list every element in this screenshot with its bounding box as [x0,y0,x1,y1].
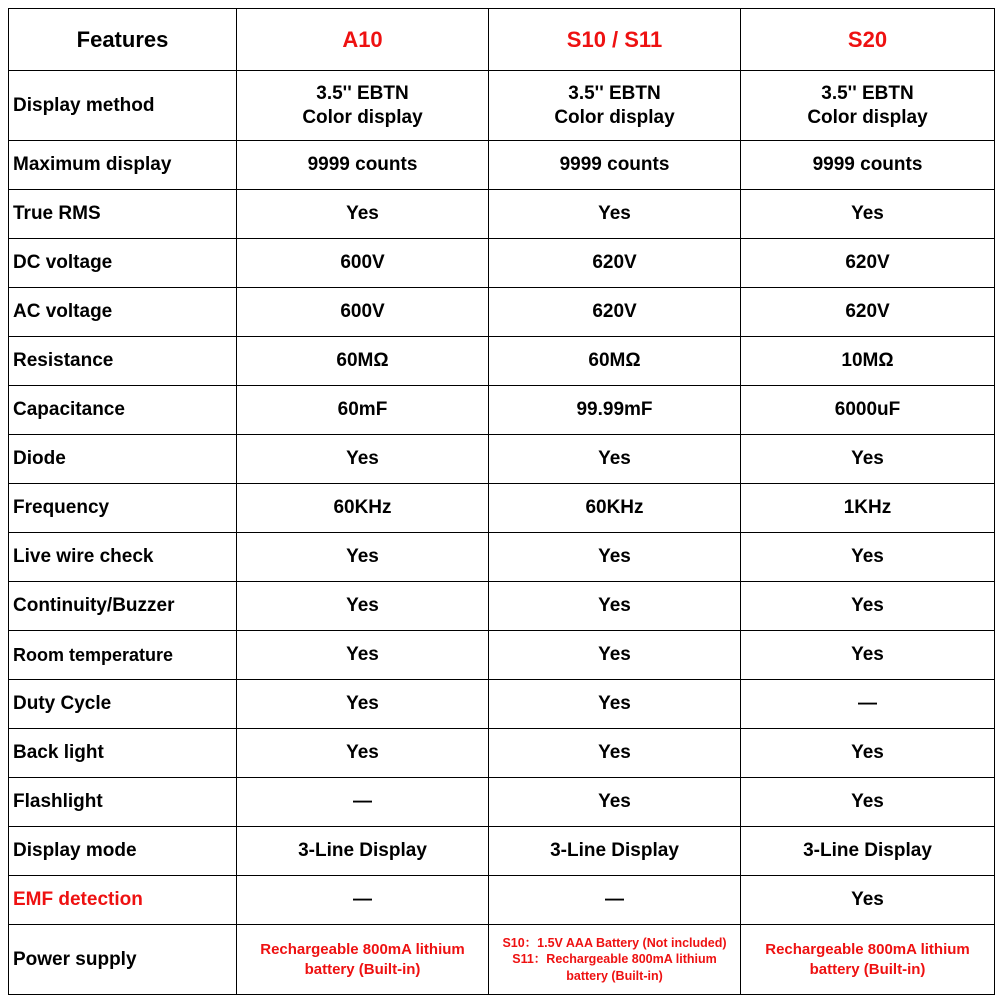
cell-s20-flashlight: Yes [741,778,995,827]
row-label-continuity-buzzer: Continuity/Buzzer [9,582,237,631]
cell-a10-true-rms: Yes [237,190,489,239]
cell-s20-maximum-display: 9999 counts [741,141,995,190]
cell-s20-duty-cycle: — [741,680,995,729]
cell-s10-flashlight: Yes [489,778,741,827]
cell-line: Color display [302,106,423,128]
row-label-emf-detection: EMF detection [9,876,237,925]
table-row [9,190,995,239]
table-row [9,533,995,582]
cell-s10-diode: Yes [489,435,741,484]
row-label-capacitance: Capacitance [9,386,237,435]
cell-line: Rechargeable 800mA lithium [260,941,465,958]
model-header-s10-s11: S10 / S11 [489,9,741,71]
cell-s20-resistance: 10MΩ [741,337,995,386]
cell-line: Color display [807,106,928,128]
model-header-s20: S20 [741,9,995,71]
table-row [9,680,995,729]
table-row [9,484,995,533]
cell-s20-ac-voltage: 620V [741,288,995,337]
cell-a10-display-method [237,71,489,141]
cell-a10-resistance: 60MΩ [237,337,489,386]
cell-s20-back-light: Yes [741,729,995,778]
cell-line: Color display [554,106,675,128]
cell-s10-maximum-display: 9999 counts [489,141,741,190]
cell-a10-diode: Yes [237,435,489,484]
cell-s20-continuity-buzzer: Yes [741,582,995,631]
row-label-ac-voltage: AC voltage [9,288,237,337]
cell-s20-diode: Yes [741,435,995,484]
row-label-live-wire-check: Live wire check [9,533,237,582]
table-row [9,141,995,190]
cell-s10-true-rms: Yes [489,190,741,239]
cell-s20-capacitance: 6000uF [741,386,995,435]
cell-s10-frequency: 60KHz [489,484,741,533]
cell-line: 3.5'' EBTN [821,82,914,104]
cell-s20-emf-detection: Yes [741,876,995,925]
table-row [9,288,995,337]
table-row [9,876,995,925]
cell-line: 3.5'' EBTN [568,82,661,104]
cell-a10-power-supply [237,925,489,995]
table-row [9,827,995,876]
cell-s10-live-wire-check: Yes [489,533,741,582]
cell-a10-frequency: 60KHz [237,484,489,533]
cell-a10-maximum-display: 9999 counts [237,141,489,190]
table-row [9,337,995,386]
cell-s10-room-temperature: Yes [489,631,741,680]
row-label-resistance: Resistance [9,337,237,386]
cell-a10-emf-detection: — [237,876,489,925]
cell-a10-ac-voltage: 600V [237,288,489,337]
cell-line: S11：Rechargeable 800mA lithium [512,952,717,967]
cell-line: Rechargeable 800mA lithium [765,941,970,958]
cell-s10-capacitance: 99.99mF [489,386,741,435]
row-label-duty-cycle: Duty Cycle [9,680,237,729]
cell-s10-resistance: 60MΩ [489,337,741,386]
cell-s10-back-light: Yes [489,729,741,778]
cell-line: battery (Built-in) [304,960,421,978]
table-row [9,239,995,288]
header-row [9,9,995,71]
cell-s20-dc-voltage: 620V [741,239,995,288]
cell-s20-display-mode: 3-Line Display [741,827,995,876]
table-row [9,435,995,484]
cell-s20-room-temperature: Yes [741,631,995,680]
cell-s10-dc-voltage: 620V [489,239,741,288]
cell-s10-display-mode: 3-Line Display [489,827,741,876]
table-row [9,729,995,778]
cell-line: battery (Built-in) [566,968,663,983]
table-row [9,386,995,435]
cell-a10-flashlight: — [237,778,489,827]
cell-s10-duty-cycle: Yes [489,680,741,729]
cell-s20-true-rms: Yes [741,190,995,239]
row-label-room-temperature: Room temperature [9,631,237,680]
model-header-a10: A10 [237,9,489,71]
table-row [9,582,995,631]
cell-s10-power-supply [489,925,741,995]
cell-a10-dc-voltage: 600V [237,239,489,288]
cell-line: battery (Built-in) [809,960,926,978]
row-label-dc-voltage: DC voltage [9,239,237,288]
feature-comparison-table [8,8,995,995]
features-header: Features [9,9,237,71]
cell-s20-live-wire-check: Yes [741,533,995,582]
cell-a10-continuity-buzzer: Yes [237,582,489,631]
row-label-display-method: Display method [9,71,237,141]
row-label-true-rms: True RMS [9,190,237,239]
cell-a10-duty-cycle: Yes [237,680,489,729]
table-row [9,925,995,995]
cell-s10-emf-detection: — [489,876,741,925]
cell-a10-live-wire-check: Yes [237,533,489,582]
row-label-display-mode: Display mode [9,827,237,876]
row-label-flashlight: Flashlight [9,778,237,827]
cell-line: 3.5'' EBTN [316,82,409,104]
cell-s20-display-method [741,71,995,141]
cell-s10-continuity-buzzer: Yes [489,582,741,631]
row-label-power-supply: Power supply [9,925,237,995]
row-label-maximum-display: Maximum display [9,141,237,190]
table-row [9,778,995,827]
cell-s20-frequency: 1KHz [741,484,995,533]
cell-a10-room-temperature: Yes [237,631,489,680]
row-label-back-light: Back light [9,729,237,778]
comparison-table-container [8,8,994,993]
row-label-diode: Diode [9,435,237,484]
cell-s10-display-method [489,71,741,141]
cell-a10-display-mode: 3-Line Display [237,827,489,876]
cell-line: S10：1.5V AAA Battery (Not included) [502,936,727,951]
table-row [9,71,995,141]
cell-s20-power-supply [741,925,995,995]
cell-s10-ac-voltage: 620V [489,288,741,337]
cell-a10-capacitance: 60mF [237,386,489,435]
row-label-frequency: Frequency [9,484,237,533]
cell-a10-back-light: Yes [237,729,489,778]
table-row [9,631,995,680]
